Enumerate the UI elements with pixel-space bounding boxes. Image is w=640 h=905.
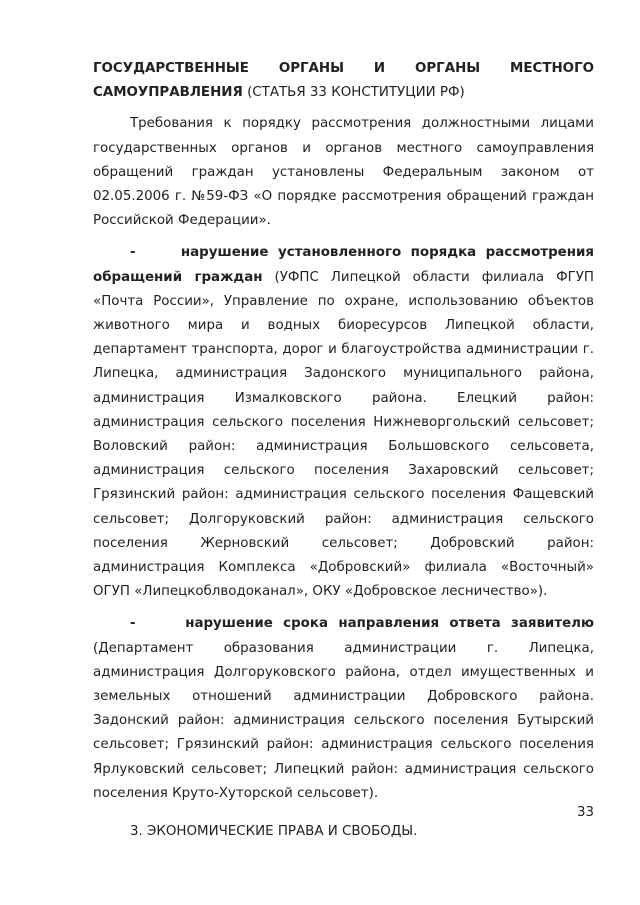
list-item xyxy=(93,612,594,806)
section-heading xyxy=(93,57,594,105)
intro-paragraph: Требования к порядку рассмотрения должностными лицами государственных органов и органов местного самоуправления обращений граждан установлены Федеральным законом от 02.05.2006 г. №59-ФЗ «О порядке рассмотрения обращений граждан Российской Федерации». xyxy=(93,116,594,229)
list-dash: - xyxy=(130,245,136,261)
list-item-bold: нарушение установленного порядка рассмотрения обращений граждан xyxy=(93,245,594,285)
list-item-text: (УФПС Липецкой области филиала ФГУП «Почта России», Управление по охране, использованию объектов животного мира и водных биоресурсов Липецкой области, департамент транспорта, дорог и благоустройства администрации г. Липецка, администрация Задонского муниципального района, администрация Измалковского района. Елецкий район: администрация сельского поселения Нижневоргольский сельсовет; Воловский район: администрация Большовского сельсовета, администрация сельского поселения Захаровский сельсовет; Грязинский район: администрация сельского поселения Фащевский сельсовет; Долгоруковский район: администрация сельского поселения Жерновский сельсовет; Добровский район: администрация Комплекса «Добровский» филиала «Восточный» ОГУП «Липецкоблводоканал», ОКУ «Добровское лесничество»). xyxy=(93,269,594,600)
page-number: 33 xyxy=(576,805,594,820)
list-dash: - xyxy=(130,616,136,632)
heading-bold-line2: САМОУПРАВЛЕНИЯ xyxy=(93,85,243,101)
heading-bold-line1: ГОСУДАРСТВЕННЫЕ ОРГАНЫ И ОРГАНЫ МЕСТНОГО xyxy=(93,61,594,76)
page-content xyxy=(93,57,594,858)
section-title: 3. ЭКОНОМИЧЕСКИЕ ПРАВА И СВОБОДЫ. xyxy=(130,824,418,840)
list-item xyxy=(93,241,594,604)
list-item-bold: нарушение срока направления ответа заявителю xyxy=(185,616,594,632)
heading-tail: (СТАТЬЯ 33 КОНСТИТУЦИИ РФ) xyxy=(242,85,465,101)
list-item-text: (Департамент образования администрации г. Липецка, администрация Долгоруковского района, отдел имущественных и земельных отношений администрации Добровского района. Задонский район: администрация сельского поселения Бутырский сельсовет; Грязинский район: администрация сельского поселения Ярлуковский сельсовет; Липецкий район: администрация сельского поселения Круто-Хуторской сельсовет). xyxy=(93,640,594,801)
